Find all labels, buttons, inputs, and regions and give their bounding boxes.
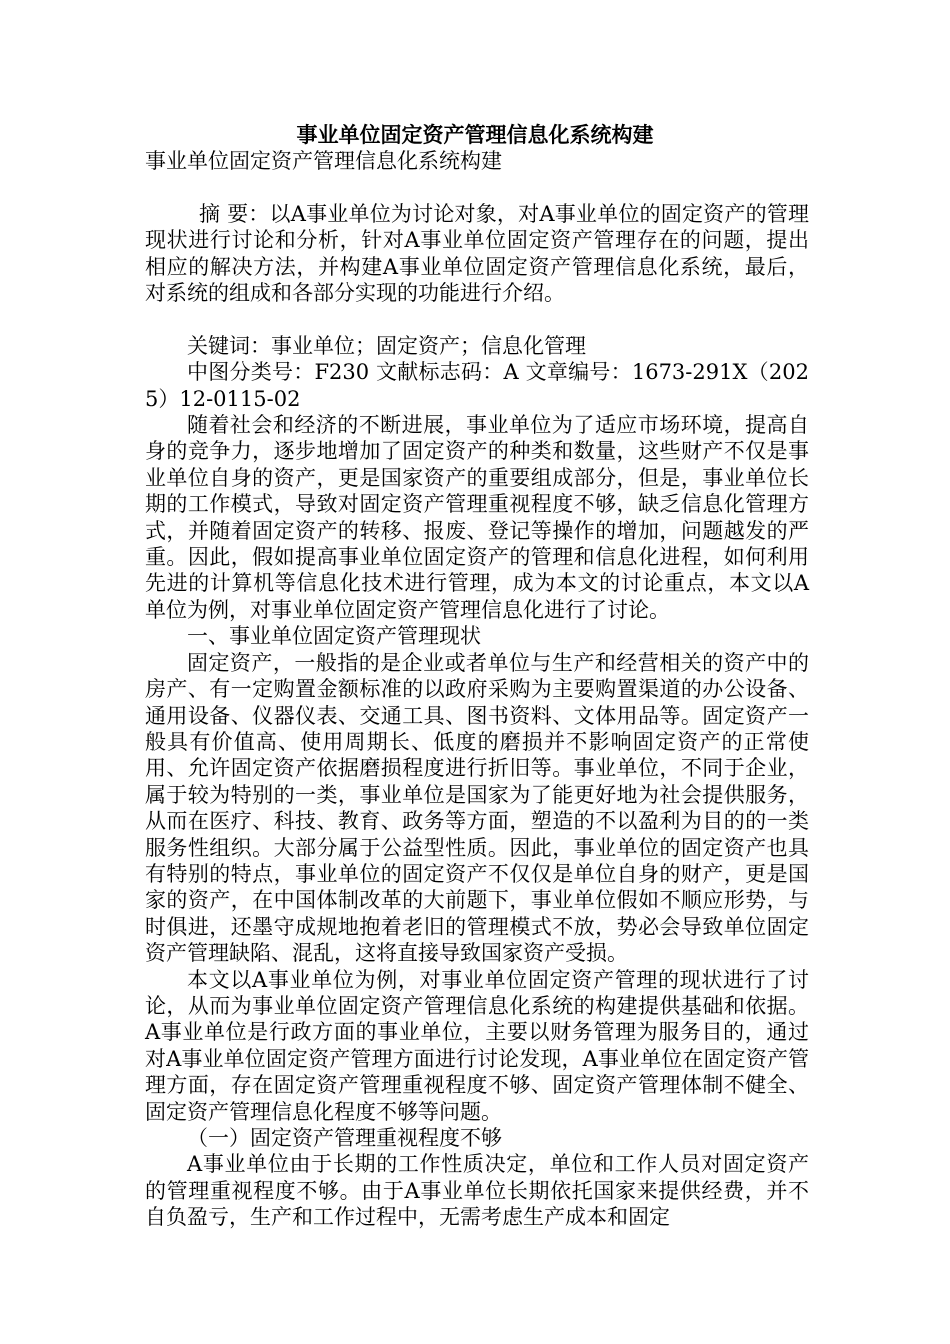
document-title: 事业单位固定资产管理信息化系统构建 bbox=[296, 122, 654, 147]
blank-line bbox=[145, 174, 809, 200]
section-heading: 一、事业单位固定资产管理现状 bbox=[187, 624, 481, 649]
document-body bbox=[145, 148, 809, 1231]
document-subtitle: 事业单位固定资产管理信息化系统构建 bbox=[145, 149, 502, 173]
paragraph: 固定资产，一般指的是企业或者单位与生产和经营相关的资产中的房产、有一定购置金额标准的以政府采购为主要购置渠道的办公设备、通用设备、仪器仪表、交通工具、图书资料、文体用品等。固定资产一般具有价值高、使用周期长、低度的磨损并不影响固定资产的正常使用、允许固定资产依据磨损程度进行折旧等。事业单位，不同于企业，属于较为特别的一类，事业单位是国家为了能更好地为社会提供服务，从而在医疗、科技、教育、政务等方面，塑造的不以盈利为目的的一类服务性组织。大部分属于公益型性质。因此，事业单位的固定资产也具有特别的特点，事业单位的固定资产不仅仅是单位自身的财产，更是国家的资产，在中国体制改革的大前题下，事业单位假如不顺应形势，与时俱进，还墨守成规地抱着老旧的管理模式不放，势必会导致单位固定资产管理缺陷、混乱，这将直接导致国家资产受损。 bbox=[145, 650, 809, 966]
paragraph-intro: 随着社会和经济的不断进展，事业单位为了适应市场环境，提高自身的竞争力，逐步地增加了固定资产的种类和数量，这些财产不仅是事业单位自身的资产，更是国家资产的重要组成部分，但是，事业单位长期的工作模式，导致对固定资产管理重视程度不够，缺乏信息化管理方式，并随着固定资产的转移、报废、登记等操作的增加，问题越发的严重。因此，假如提高事业单位固定资产的管理和信息化进程，如何利用先进的计算机等信息化技术进行管理，成为本文的讨论重点，本文以A单位为例，对事业单位固定资产管理信息化进行了讨论。 bbox=[145, 413, 809, 622]
classification-line: 中图分类号：F230 文献标志码：A 文章编号：1673-291X（2025）12-0115-02 bbox=[145, 360, 809, 411]
abstract: 摘 要：以A事业单位为讨论对象，对A事业单位的固定资产的管理现状进行讨论和分析，针对A事业单位固定资产管理存在的问题，提出相应的解决方法，并构建A事业单位固定资产管理信息化系统，最后，对系统的组成和各部分实现的功能进行介绍。 bbox=[145, 201, 809, 306]
keywords: 关键词：事业单位；固定资产；信息化管理 bbox=[187, 333, 586, 358]
paragraph: 本文以A事业单位为例，对事业单位固定资产管理的现状进行了讨论，从而为事业单位固定资产管理信息化系统的构建提供基础和依据。A事业单位是行政方面的事业单位，主要以财务管理为服务目的，通过对A事业单位固定资产管理方面进行讨论发现，A事业单位在固定资产管理方面，存在固定资产管理重视程度不够、固定资产管理体制不健全、固定资产管理信息化程度不够等问题。 bbox=[145, 967, 809, 1124]
subsection-heading: （一）固定资产管理重视程度不够 bbox=[187, 1126, 502, 1150]
blank-line bbox=[145, 306, 809, 332]
paragraph: A事业单位由于长期的工作性质决定，单位和工作人员对固定资产的管理重视程度不够。由于A事业单位长期依托国家来提供经费，并不自负盈亏，生产和工作过程中，无需考虑生产成本和固定 bbox=[145, 1152, 809, 1230]
